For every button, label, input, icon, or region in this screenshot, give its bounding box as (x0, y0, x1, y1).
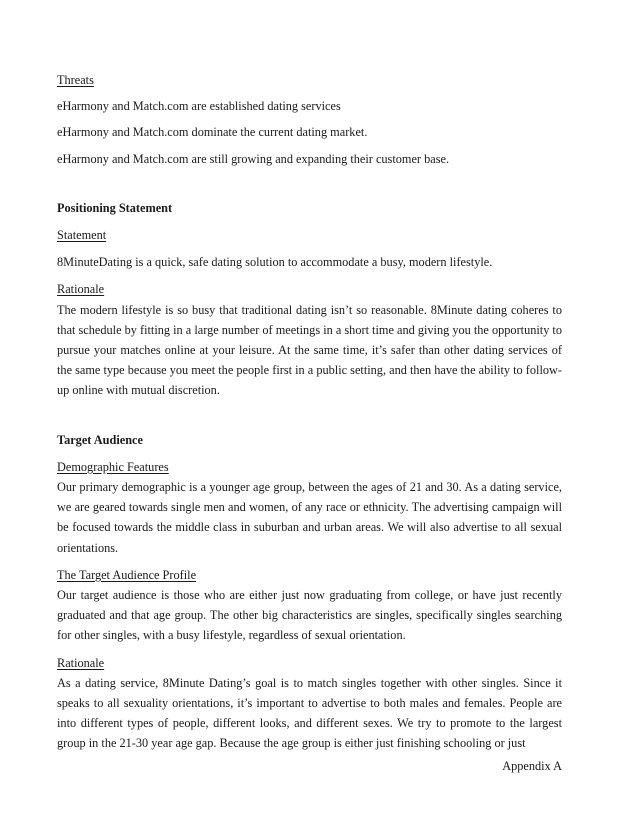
positioning-rationale-text: The modern lifestyle is so busy that traditional dating isn’t so reasonable. 8Minute dating coheres to that schedule by fitting in a large number of meetings in a short time and giving you the opportunity to pursue your matches online at your leisure. At the same time, it’s safer than other dating services of the same type because you meet the people first in a public setting, and then have the ability to follow-up online with mutual discretion. (57, 302, 562, 398)
positioning-statement-label: Statement (57, 228, 107, 243)
threat-item-1: eHarmony and Match.com are established dating services (57, 99, 341, 114)
target-rationale-label: Rationale (57, 655, 105, 670)
threat-item-3: eHarmony and Match.com are still growing and expanding their customer base. (57, 151, 450, 166)
threat-item-2: eHarmony and Match.com dominate the current dating market. (57, 125, 368, 140)
demographic-features-label: Demographic Features (57, 459, 169, 474)
demographic-features-text: Our primary demographic is a younger age group, between the ages of 21 and 30. As a dating service, we are geared towards single men and women, of any race or ethnicity. The advertising campaign will be focused towards the middle class in suburban and urban areas. We will also advertise to all sexual orientations. (57, 480, 562, 555)
page-footer-label: Appendix A (502, 759, 562, 773)
audience-profile-label: The Target Audience Profile (57, 567, 197, 582)
positioning-heading: Positioning Statement (57, 200, 173, 215)
target-rationale-text: As a dating service, 8Minute Dating’s goal is to match singles together with other singles. Since it speaks to all sexuality orientations, it’s important to advertise to both males and females. People are into different types of people, different looks, and different sexes. We try to promote to the largest group in the 21-30 year age gap. Because the age group is either just finishing schooling or just (57, 675, 562, 751)
positioning-rationale-label: Rationale (57, 282, 105, 297)
threats-heading: Threats (57, 73, 94, 87)
positioning-statement-text: 8MinuteDating is a quick, safe dating solution to accommodate a busy, modern lifestyle. (57, 255, 493, 270)
audience-profile-text: Our target audience is those who are either just now graduating from college, or have just recently graduated and that age group. The other big characteristics are singles, specifically singles searching for other singles, with a busy lifestyle, regardless of sexual orientation. (57, 588, 562, 643)
target-audience-heading: Target Audience (57, 432, 143, 447)
document-content (57, 70, 562, 754)
